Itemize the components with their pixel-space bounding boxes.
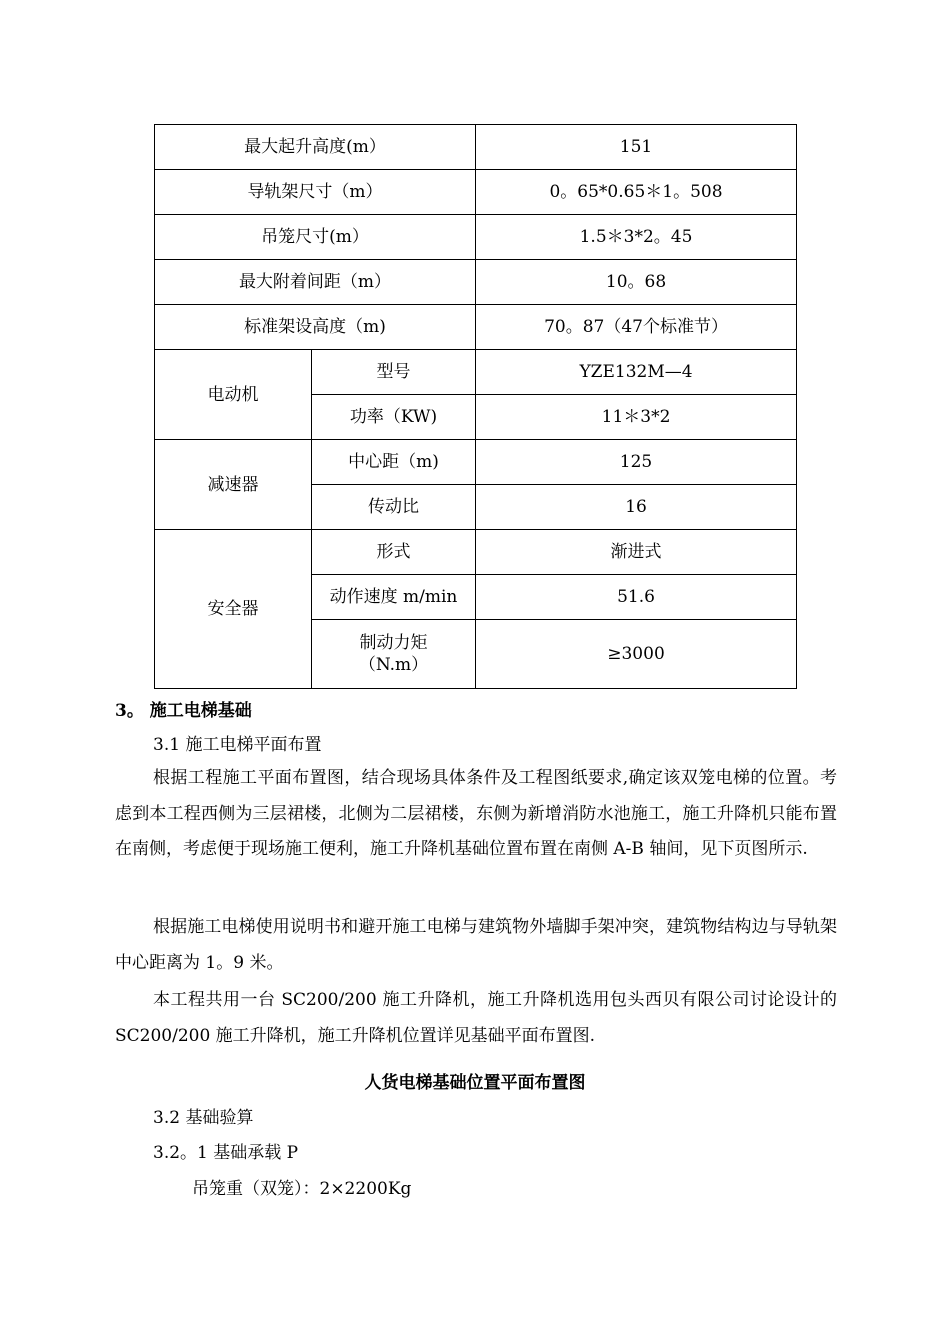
reducer-group-label: 减速器 [155, 440, 312, 530]
specification-table [154, 124, 797, 689]
table-row [155, 440, 797, 485]
spec-label [312, 620, 476, 689]
torque-label-line2: （N.m） [358, 655, 429, 675]
spec-value: 0。65*0.65＊1。508 [476, 170, 797, 215]
spec-label: 导轨架尺寸（m） [155, 170, 476, 215]
spec-value: 渐进式 [476, 530, 797, 575]
spec-value: 51.6 [476, 575, 797, 620]
table-row [155, 215, 797, 260]
spec-value: 1.5＊3*2。45 [476, 215, 797, 260]
section-heading: 3。 施工电梯基础 [115, 701, 252, 721]
spec-value: 70。87（47个标准节） [476, 305, 797, 350]
spec-value: 125 [476, 440, 797, 485]
subsection-heading: 3.1 施工电梯平面布置 [153, 735, 322, 755]
spec-value: YZE132M—4 [476, 350, 797, 395]
table-row [155, 125, 797, 170]
spec-label: 最大附着间距（m） [155, 260, 476, 305]
spec-label: 型号 [312, 350, 476, 395]
spec-label: 最大起升高度(m） [155, 125, 476, 170]
spec-label: 吊笼尺寸(m） [155, 215, 476, 260]
subsection-heading: 3.2 基础验算 [153, 1108, 254, 1128]
torque-label-line1: 制动力矩 [359, 633, 428, 653]
table-row [155, 350, 797, 395]
figure-title: 人货电梯基础位置平面布置图 [364, 1073, 586, 1093]
spec-label: 中心距（m) [312, 440, 476, 485]
cage-weight-line: 吊笼重（双笼）：2×2200Kg [192, 1179, 412, 1199]
spec-value: ≥3000 [476, 620, 797, 689]
subsection-heading: 3.2。1 基础承载 P [153, 1143, 299, 1163]
paragraph: 本工程共用一台 SC200/200 施工升降机，施工升降机选用包头西贝有限公司讨论设计的 SC200/200 施工升降机，施工升降机位置详见基础平面布置图. [115, 990, 837, 1046]
spec-value: 16 [476, 485, 797, 530]
table-row [155, 530, 797, 575]
spec-value: 10。68 [476, 260, 797, 305]
spec-label: 传动比 [312, 485, 476, 530]
table-row [155, 305, 797, 350]
spec-label: 动作速度 m/min [312, 575, 476, 620]
table-row [155, 260, 797, 305]
spec-label: 形式 [312, 530, 476, 575]
motor-group-label: 电动机 [155, 350, 312, 440]
spec-value: 11＊3*2 [476, 395, 797, 440]
spec-value: 151 [476, 125, 797, 170]
safety-group-label: 安全器 [155, 530, 312, 689]
paragraph: 根据工程施工平面布置图，结合现场具体条件及工程图纸要求,确定该双笼电梯的位置。考虑到本工程西侧为三层裙楼，北侧为二层裙楼，东侧为新增消防水池施工，施工升降机只能布置在南侧，考虑便于现场施工便利，施工升降机基础位置布置在南侧 A-B 轴间，见下页图所示. [115, 768, 837, 859]
spec-label: 标准架设高度（m) [155, 305, 476, 350]
paragraph: 根据施工电梯使用说明书和避开施工电梯与建筑物外墙脚手架冲突，建筑物结构边与导轨架中心距离为 1。9 米。 [115, 917, 837, 973]
table-row [155, 170, 797, 215]
spec-label: 功率（KW) [312, 395, 476, 440]
